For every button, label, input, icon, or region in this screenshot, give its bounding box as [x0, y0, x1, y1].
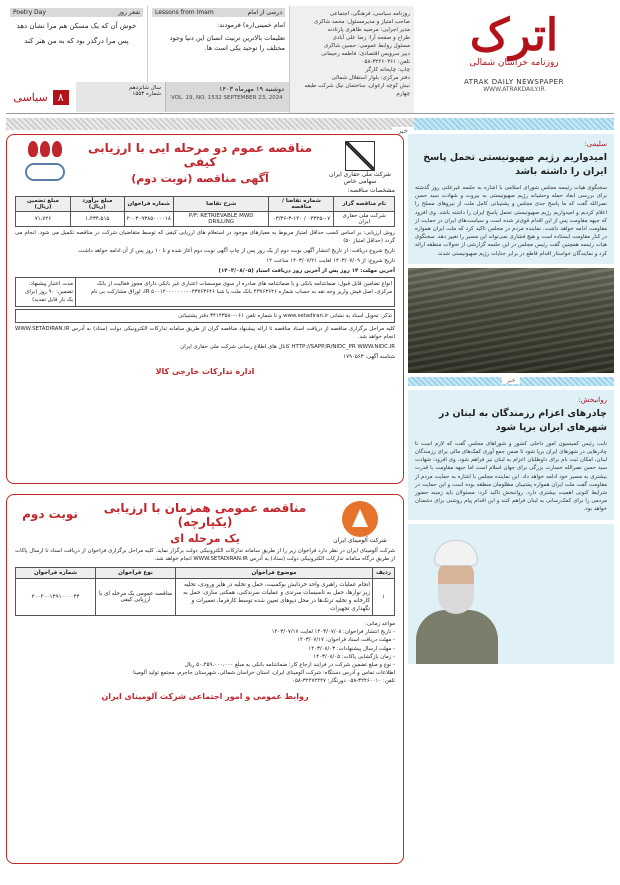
ad-intro: شرکت آلومینای ایران در نظر دارد فراخوان زیر را از طریق سامانه تدارکات الکترونیکی دولت برگزار نماید. کلیه مراحل برگزاری فراخوان از دریافت اسناد تا ارسال پاکات از طریق درگاه سامانه تدارکات الکترونیکی دولت (ستاد) به آدرس WWW.SETADIRAN.IR انجام خواهد شد. [15, 548, 395, 562]
news-source: سلیمی: [584, 140, 607, 148]
ad-paragraph: تاریخ شروع دریافت: از تاریخ انتشار آگهی نوبت دوم از یک روز پس از چاپ آگهی نوبت دوم آغاز شده و تا ۱۰ روز پس از آن ادامه خواهد داشت. [77, 248, 395, 254]
news-body: سخنگوی هیات رئیسه مجلس شورای اسلامی با اشاره به جلسه غیرعلنی روز گذشته برای بررسی ابعاد حمله وحشیانه رژیم صهیونیستی به بیروت و شهادت سید حسن نصرالله گفت که ما پاسخ جدی مجلس و پشتیبانی کامل ملت از نیروهای مسلح را اعلام کردیم و امیدواریم رژیم صهیونیستی تحمل پاسخ ایران را داشته باشد. وی افزود که جبهه مقاومت پس از این اقدام قوی‌تر شده است و سیاست‌های ایران در حمایت از مقاومت ادامه خواهد داشت. نماینده مردم در مجلس تاکید کرد که ملت ایران همواره در کنار مقاومت ایستاده است و هیچ فشاری نمی‌تواند این مسیر را تغییر دهد. سخنگوی هیات رئیسه همچنین گفت رئیس مجلس در این جلسه گزارشی از تحولات منطقه ارائه کرد و نمایندگان خواستار اقدام قاطع در برابر جنایات رژیم صهیونیستی شدند. [415, 185, 607, 257]
ad-urls[interactable]: HTTP://SAPP.IR/NIDC_PR WWW.NIDC.IR کانال های اطلاع رسانی شرکت ملی حفاری ایران [180, 344, 395, 350]
staff-line: مسئول روابط عمومی: حسین شاکری [323, 43, 410, 49]
header-middle [6, 6, 289, 113]
ad-title: مناقصه عمومی همزمان با ارزیابی (یکپارچه) [103, 501, 307, 529]
table-row [16, 212, 395, 227]
news-item[interactable] [408, 134, 614, 264]
staff-line: مدیر اجرایی: مرضیه طاهری پارتادنه [327, 27, 410, 33]
ad-subtitle: آگهی مناقصه (نوبت دوم) [131, 172, 269, 185]
ad-contact: کلیه مراحل برگزاری مناقصه از دریافت اسناد مناقصه تا ارائه پیشنهاد مناقصه گران از طریق سامانه تدارکات الکترونیکی دولت (ستاد) به آدرس WWW.SETADIRAN.IR انجام خواهد شد. [15, 326, 395, 340]
table-cell: ۱،۴۳۴،۵۱۵ [70, 212, 124, 227]
news-headline[interactable]: امیدواریم رژیم صهیونیستی تحمل پاسخ ایران را داشته باشد [423, 152, 607, 177]
page-number: ۸ [53, 90, 69, 105]
table-cell: انجام عملیات راهبری واحد خردایش بوکسیت، حمل و تخلیه در هایر ورودی، تخلیه زیر نوارها، حمل به تاسیسات سرندی و عملیات سرندکنی، همکنی سازی، حمل به کارخانه و تخلیه ترنک‌ها در محل دپوهای تعیین شده توسط کارفرما، تعمیرات و نگهداری تجهیزات [176, 579, 373, 616]
staff-line: دفتر مرکزی: بلوار استقلال شمالی [331, 75, 410, 81]
masthead-english-name: ATRAK DAILY NEWSPAPER [464, 78, 564, 86]
guarantee-text: انواع تضامین قابل قبول: ضمانتنامه بانکی و یا ضمانتنامه های صادره از سوی موسسات اعتباری غیر بانکی دارای مجوز فعالیت از بانک مرکزی، اصل فیش واریز وجه نقد به حساب شماره ۴۳۷۶۳۶۴۶ بانک ملت یا شبا IR ۵۰۰۱۲۰۰۰۰۰۰۰۰۰۴۳۷۶۳۶۴۶، اوراق مشارکت بی نام [90, 281, 392, 295]
news-source: روانبخش: [578, 395, 607, 404]
table-header: نوع فراخوان [96, 568, 176, 579]
table-cell: ۲۰۰۳۰۹۳۸۵۰۰۰۰۱۸ [124, 212, 173, 227]
ad-paragraph: روش ارزیابی: بر اساس کسب حداقل امتیاز مربوط به معیارهای موجود در استعلام های ارزیابی کیفی که توسط متقاضیان شرکت در مناقصه تکمیل می شود. انجام می گردد (حداقل امتیاز ۵۰) [15, 230, 395, 244]
poem-line: خوش آن که یک مسکن هم مرا نشان دهد [16, 22, 137, 30]
date-persian: دوشنبه ۱۹ مهرماه ۱۴۰۳ [219, 85, 284, 93]
staff-line: طراح و صفحه آرا: رضا علی آبادی [332, 35, 410, 41]
staff-line: دبیر سرویس اقتصادی: فاطمه رحیمانی [321, 51, 410, 57]
news-column [408, 134, 614, 879]
date-line: مواعد زمانی: [365, 621, 395, 627]
page-header [6, 6, 614, 114]
alumina-icon [342, 501, 378, 537]
table-header: موضوع فراخوان [176, 568, 373, 579]
date-line: اطلاعات تماس و آدرس دستگاه: شرکت آلومینای ایران، استان خراسان شمالی، شهرستان جاجرم، مجتمع تولید آلومینا [133, 670, 395, 677]
table-header: شماره فراخوان [124, 197, 173, 212]
section-name: سیاسی [13, 90, 48, 104]
poem-line: پس مرا درگذر بود که به من هنر کند [24, 37, 129, 45]
company-name: شرکت آلومینای ایران [333, 537, 387, 544]
table-header: شماره فراخوان [16, 568, 96, 579]
guarantee-side: مدت اعتبار پیشنهاد: تضمین: ۹۰ روز (برای یک بار قابل تمدید) [16, 278, 76, 306]
staff-line: روزنامه سیاسی، فرهنگی، اجتماعی [329, 11, 410, 17]
date-line: تلفن: ۳۲۴۶۰۰۱۰-۰۵۸ دورنگار: ۳۲۲۷۲۴۴۷-۰۵۸ [292, 678, 395, 685]
date-line: - مهلت دریافت اسناد فراخوان: ۱۴۰۳/۰۷/۱۷ [297, 637, 395, 644]
derrick-icon [345, 141, 375, 171]
ad-ref: شناسه آگهی: ۱۷۹۰۵۶۳ [343, 354, 395, 360]
portrait-photo [408, 524, 614, 664]
masthead-url[interactable]: WWW.ATRAKDAILY.IR [483, 86, 545, 93]
nidc-logo [325, 141, 395, 185]
specs-label: مشخصات مناقصه: [347, 187, 395, 194]
lessons-label-fa: درسی از امام [247, 9, 282, 16]
ribbon-news-side [414, 118, 614, 130]
flame-icon [52, 141, 62, 157]
table-cell: ۲۰۰۳۰۰۱۴۹۱۰۰۰۰۴۴ [16, 579, 96, 616]
ad-footer: روابط عمومی و امور اجتماعی شرکت آلومینای ایران [101, 691, 309, 701]
table-header: ردیف [373, 568, 395, 579]
notice-round: نوبت دوم [22, 507, 78, 521]
table-header: مبلغ تضمین (ریال) [16, 197, 71, 212]
news-headline[interactable]: چادرهای اعزام رزمندگان به لبنان در شهرهای ایران برپا شود [438, 407, 607, 433]
poetry-box [6, 6, 147, 82]
lessons-intro: امام خمینی(ره) فرمودند: [217, 21, 285, 29]
company-name: شرکت ملی حفاری ایران [329, 171, 391, 178]
tender-ad-nidc [6, 134, 404, 484]
flame-icon [28, 141, 38, 157]
lessons-box [147, 6, 289, 82]
logo-subtitle: روزنامه خراسان شمالی [469, 58, 559, 68]
ad-title: مناقصه عموم دو مرحله ایی با ارزیابی کیفی [87, 141, 313, 169]
date-line: - تاریخ انتشار فراخوان: ۱۴۰۳/۰۷/۰۸ لغایت ۱۴۰۳/۰۷/۱۷ [271, 629, 395, 636]
alumina-logo [325, 501, 395, 544]
tender-table [15, 196, 395, 227]
masthead [414, 6, 614, 113]
date-line: - مهلت ارسال پیشنهادات: ۱۴۰۳/۰۸/۰۳ [308, 645, 395, 652]
tender-table [15, 567, 395, 616]
date-line: - نوع و مبلغ تضمین شرکت در فرایند ارجاع کار: ضمانتنامه بانکی به مبلغ ۵۰،۴۵۹،۰۰۰،۰۰۰ ریال [184, 662, 395, 669]
staff-box [289, 6, 414, 113]
date-line: - زمان بازگشایی پاکات: ۱۴۰۳/۰۸/۰۵ [313, 653, 395, 660]
news-item[interactable] [408, 390, 614, 520]
staff-line: چاپ: چاپخانه کارگر [365, 67, 410, 73]
ribbon-main [6, 118, 414, 135]
lessons-text: تعلیمات بالاترین تربیت انسان این دنیا وجود مختلف را توحید یکی است ها. [169, 34, 285, 52]
parliament-photo [408, 268, 614, 373]
ad-dates [15, 620, 395, 686]
staff-line: نبش کوچه ارغوان، ساختمان نیک شرکت طبقه چهارم [304, 83, 410, 97]
staff-line: صاحب امتیاز و مدیرمسئول: محمد شاکری [313, 19, 410, 25]
section-title [6, 82, 76, 112]
mini-ribbon [408, 377, 614, 386]
year-info: سال شانزدهم [129, 85, 161, 91]
table-header: شماره تقاضا / مناقصه [269, 197, 334, 212]
tender-ad-alumina [6, 494, 404, 864]
ribbon-tag: خبر [392, 127, 414, 135]
news-body: نایب رئیس کمیسیون امور داخلی کشور و شوراهای مجلس گفت که لازم است تا چادرهایی در شهرهای ایران برپا شود تا ضمن جمع آوری کمک‌های مالی برای رزمندگان لبنان، امکان ثبت نام برای داوطلبان اعزام به لبنان نیز فراهم شود. وی افزود: شهادت سید حسن نصرالله خسارت بزرگی برای جهان اسلام است اما جبهه مقاومت با قدرت بیشتری به مسیر خود ادامه خواهد داد. این نماینده مجلس با اشاره به حمایت مردم از مقاومت گفت ملت ایران همواره پشتیبان مظلومان منطقه بوده است و این حمایت در شرایط کنونی اهمیت بیشتری دارد. روانبخش تاکید کرد: مسئولان باید زمینه حضور مردمی را برای کمک‌رسانی به لبنان فراهم کنند و این اقدام پیام روشنی برای دشمنان خواهد بود. [415, 440, 607, 513]
logo[interactable]: اترک [469, 10, 559, 61]
table-header: مبلغ برآورد (ریال) [70, 197, 124, 212]
table-cell: P/F: RETRIEVABLE MWD DRILLING [173, 212, 269, 227]
guarantee-box [15, 277, 395, 307]
table-header: شرح تقاضا [173, 197, 269, 212]
table-cell: ۰۴۳۲۵-۰۷ / ۰۳/۳۶-۳-۱۴۰ [269, 212, 334, 227]
lessons-label: Lessons from Imam [155, 9, 214, 16]
section-ribbon [6, 118, 614, 135]
poetry-label-fa: شعر روز [118, 9, 140, 16]
poetry-label: Poetry Day [13, 9, 46, 16]
oil-drop-icon [25, 163, 65, 181]
issue-info: شماره ۱۵۵۳ [132, 91, 161, 97]
table-cell: مناقصه عمومی یک مرحله ای با ارزیابی کیفی [96, 579, 176, 616]
ad-footer: اداره تدارکات خارجی کالا [155, 367, 255, 376]
company-sub: سهامی خاص [343, 178, 377, 185]
table-cell: ۱ [373, 579, 395, 616]
ad-paragraph: آخرین مهلت: ۱۴ روز پس از آخرین روز دریافت اسناد (۱۴۰۳/۰۸/۰۵) [218, 268, 395, 274]
ad-note: تذکر: تحویل اسناد به نشانی www.setadiran.ir و تا شماره تلفن ۰۶۱-۳۴۱۴۳۵۸۰ دفتر پشتیبانی [15, 309, 395, 323]
mini-ribbon-tag: خبر [502, 377, 521, 384]
oil-company-logo [15, 141, 75, 181]
date-english: VOL. 19, NO. 1532 SEPTEMBER 23, 2024 [171, 95, 283, 101]
table-header: نام مناقصه گزار [334, 197, 395, 212]
flame-icon [40, 141, 50, 157]
table-row [16, 579, 395, 616]
ad-subtitle: یک مرحله ای [170, 532, 240, 545]
staff-line: تلفن: ۳۲۲۶۰۳۶۱-۰۵۸ [361, 59, 410, 65]
table-cell: ۷۱،۷۲۶ [16, 212, 71, 227]
date-bar [6, 82, 289, 112]
ads-column [6, 134, 404, 879]
ad-paragraph: تاریخ شروع: از ۱۴۰۳/۰۷/۰۹ لغایت ۱۴۰۳/۰۷/۲۱ ساعت ۱۲ [266, 258, 395, 264]
table-cell: شرکت ملی حفاری ایران [334, 212, 395, 227]
